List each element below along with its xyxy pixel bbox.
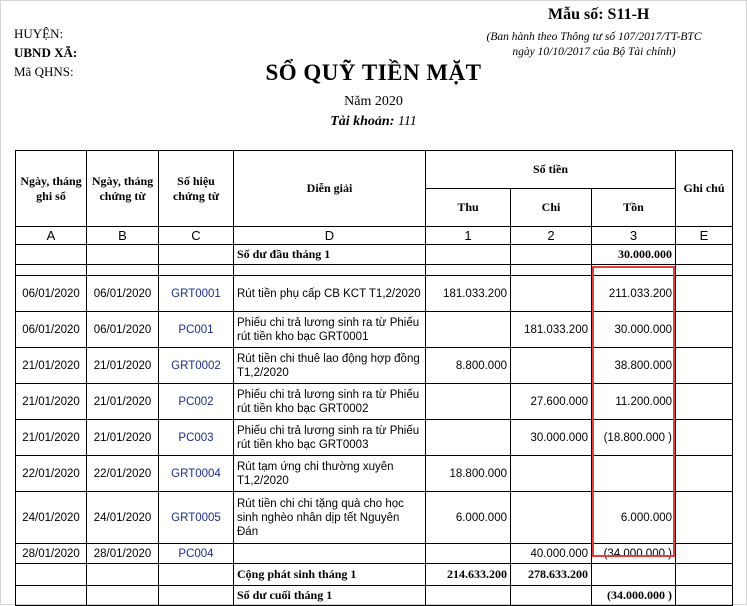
ngay-chung-tu: 06/01/2020 <box>87 276 159 312</box>
dien-giai: Rút tiền chi chi tặng quà cho học sinh nghèo nhân dịp tết Nguyên Đán <box>234 492 426 544</box>
ngay-ghi-so: 21/01/2020 <box>16 420 87 456</box>
thu-value: 181.033.200 <box>426 276 511 312</box>
ton-value: (18.800.000 ) <box>592 420 676 456</box>
table-row <box>16 420 733 456</box>
ton-value: (34.000.000 ) <box>592 544 676 564</box>
dien-giai: Rút tiền chi thuê lao động hợp đồng T1,2/2020 <box>234 348 426 384</box>
table-row <box>16 492 733 544</box>
ngay-chung-tu: 22/01/2020 <box>87 456 159 492</box>
so-hieu-link[interactable]: GRT0002 <box>159 348 234 384</box>
issuance-note <box>444 30 744 60</box>
ngay-ghi-so: 21/01/2020 <box>16 384 87 420</box>
dien-giai: Phiếu chi trả lương sinh ra từ Phiếu rút tiền kho bạc GRT0001 <box>234 312 426 348</box>
letter-e: E <box>676 227 733 245</box>
ghi-chu <box>676 544 733 564</box>
ubnd-label: UBND XÃ: <box>14 45 78 60</box>
ngay-chung-tu: 06/01/2020 <box>87 312 159 348</box>
huyen-label: HUYỆN: <box>14 26 64 41</box>
so-hieu-link[interactable]: PC003 <box>159 420 234 456</box>
chi-value <box>511 276 592 312</box>
totals-label: Cộng phát sinh tháng 1 <box>234 564 426 586</box>
thu-value <box>426 312 511 348</box>
account-value: 111 <box>397 114 417 129</box>
so-hieu-link[interactable]: PC001 <box>159 312 234 348</box>
ghi-chu <box>676 276 733 312</box>
ghi-chu <box>676 348 733 384</box>
ma-qhns-label: Mã QHNS: <box>14 64 74 79</box>
page-title: SỔ QUỸ TIỀN MẶT <box>265 60 482 85</box>
dien-giai: Rút tạm ứng chi thường xuyên T1,2/2020 <box>234 456 426 492</box>
closing-balance-value: (34.000.000 ) <box>592 586 676 606</box>
chi-value: 181.033.200 <box>511 312 592 348</box>
issuance-line-1: (Ban hành theo Thông tư số 107/2017/TT-BTC <box>486 31 702 43</box>
so-hieu-link[interactable]: GRT0005 <box>159 492 234 544</box>
ton-value: 6.000.000 <box>592 492 676 544</box>
ngay-ghi-so: 06/01/2020 <box>16 276 87 312</box>
issuance-line-2: ngày 10/10/2017 của Bộ Tài chính) <box>512 46 676 58</box>
so-hieu-link[interactable]: PC004 <box>159 544 234 564</box>
chi-value: 27.600.000 <box>511 384 592 420</box>
thu-value: 18.800.000 <box>426 456 511 492</box>
letter-a: A <box>16 227 87 245</box>
col-so-hieu: Số hiệu chứng từ <box>159 151 234 227</box>
dien-giai: Phiếu chi trả lương sinh ra từ Phiếu rút tiền kho bạc GRT0002 <box>234 384 426 420</box>
so-hieu-link[interactable]: GRT0004 <box>159 456 234 492</box>
thu-value <box>426 544 511 564</box>
table-row <box>16 348 733 384</box>
chi-value <box>511 348 592 384</box>
col-dien-giai: Diễn giải <box>234 151 426 227</box>
cash-ledger-table <box>15 150 733 606</box>
table-row <box>16 544 733 564</box>
ngay-ghi-so: 28/01/2020 <box>16 544 87 564</box>
letter-row <box>16 227 733 245</box>
chi-value: 40.000.000 <box>511 544 592 564</box>
col-ghi-chu: Ghi chú <box>676 151 733 227</box>
ghi-chu <box>676 312 733 348</box>
year-label: Năm 2020 <box>344 94 403 109</box>
thu-value: 8.800.000 <box>426 348 511 384</box>
ngay-chung-tu: 21/01/2020 <box>87 348 159 384</box>
ngay-chung-tu: 21/01/2020 <box>87 384 159 420</box>
dien-giai: Phiếu chi trả lương sinh ra từ Phiếu rút tiền kho bạc GRT0003 <box>234 420 426 456</box>
chi-value <box>511 492 592 544</box>
chi-value <box>511 456 592 492</box>
table-row <box>16 456 733 492</box>
ghi-chu <box>676 384 733 420</box>
table-row <box>16 276 733 312</box>
ngay-ghi-so: 24/01/2020 <box>16 492 87 544</box>
totals-thu: 214.633.200 <box>426 564 511 586</box>
chi-value: 30.000.000 <box>511 420 592 456</box>
ngay-ghi-so: 21/01/2020 <box>16 348 87 384</box>
ghi-chu <box>676 492 733 544</box>
dien-giai <box>234 544 426 564</box>
totals-chi: 278.633.200 <box>511 564 592 586</box>
ngay-chung-tu: 24/01/2020 <box>87 492 159 544</box>
letter-b: B <box>87 227 159 245</box>
closing-balance-row <box>16 586 733 606</box>
account-line <box>0 114 747 130</box>
letter-2: 2 <box>511 227 592 245</box>
so-hieu-link[interactable]: GRT0001 <box>159 276 234 312</box>
ngay-chung-tu: 21/01/2020 <box>87 420 159 456</box>
col-ngay-chung-tu: Ngày, tháng chứng từ <box>87 151 159 227</box>
opening-balance-value: 30.000.000 <box>592 245 676 265</box>
thu-value <box>426 420 511 456</box>
ton-value: 11.200.000 <box>592 384 676 420</box>
dien-giai: Rút tiền phụ cấp CB KCT T1,2/2020 <box>234 276 426 312</box>
table-row <box>16 384 733 420</box>
ngay-ghi-so: 06/01/2020 <box>16 312 87 348</box>
ghi-chu <box>676 420 733 456</box>
account-label: Tài khoản: <box>330 114 395 129</box>
opening-balance-row <box>16 245 733 265</box>
table-row <box>16 312 733 348</box>
letter-c: C <box>159 227 234 245</box>
col-ton: Tồn <box>592 189 676 227</box>
form-number: Mẫu số: S11-H <box>548 6 650 23</box>
col-chi: Chi <box>511 189 592 227</box>
opening-balance-label: Số dư đầu tháng 1 <box>234 245 426 265</box>
letter-3: 3 <box>592 227 676 245</box>
thu-value: 6.000.000 <box>426 492 511 544</box>
closing-balance-label: Số dư cuối tháng 1 <box>234 586 426 606</box>
so-hieu-link[interactable]: PC002 <box>159 384 234 420</box>
col-thu: Thu <box>426 189 511 227</box>
col-ngay-ghi-so: Ngày, tháng ghi sổ <box>16 151 87 227</box>
ton-value <box>592 456 676 492</box>
ton-value: 211.033.200 <box>592 276 676 312</box>
ton-value: 30.000.000 <box>592 312 676 348</box>
ngay-chung-tu: 28/01/2020 <box>87 544 159 564</box>
col-so-tien: Số tiền <box>426 151 676 189</box>
header-row-1 <box>16 151 733 189</box>
thu-value <box>426 384 511 420</box>
totals-row <box>16 564 733 586</box>
ngay-ghi-so: 22/01/2020 <box>16 456 87 492</box>
letter-d: D <box>234 227 426 245</box>
ton-value: 38.800.000 <box>592 348 676 384</box>
letter-1: 1 <box>426 227 511 245</box>
ghi-chu <box>676 456 733 492</box>
